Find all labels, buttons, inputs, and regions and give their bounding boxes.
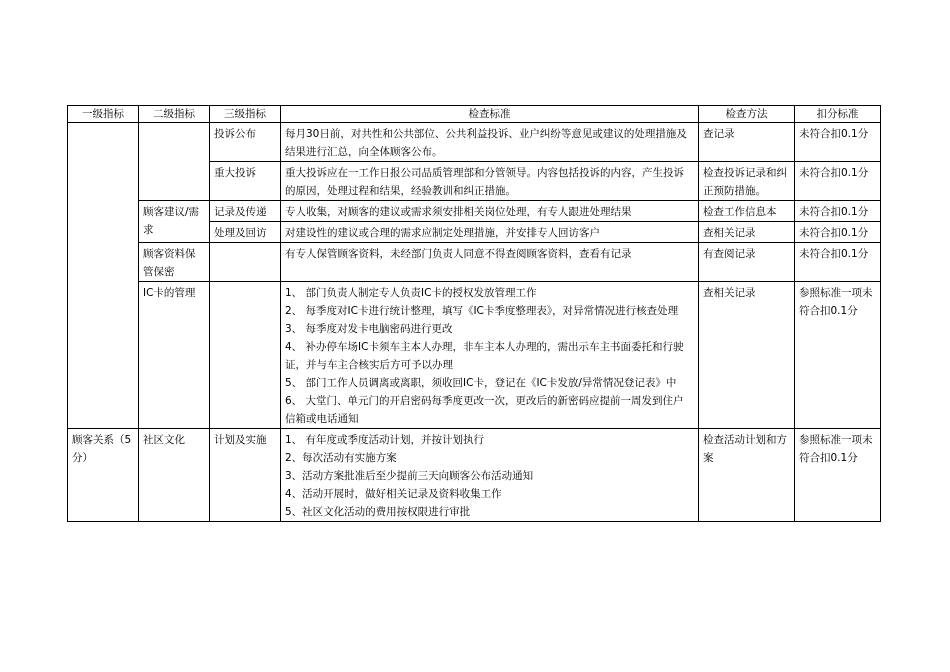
standard-cell — [281, 282, 699, 429]
level3-cell: 记录及传递 — [210, 201, 281, 222]
method-cell: 检查活动计划和方案 — [699, 429, 795, 522]
method-cell: 查相关记录 — [699, 222, 795, 243]
header-method: 检查方法 — [699, 106, 795, 123]
level2-cell: 顾客资料保管保密 — [139, 243, 210, 282]
method-cell: 检查工作信息本 — [699, 201, 795, 222]
header-level1: 一级指标 — [68, 106, 139, 123]
level2-cell — [139, 123, 210, 201]
standard-cell — [281, 429, 699, 522]
level2-cell: IC卡的管理 — [139, 282, 210, 429]
deduction-cell: 未符合扣0.1分 — [795, 162, 881, 201]
deduction-cell: 未符合扣0.1分 — [795, 222, 881, 243]
table-row — [68, 201, 881, 222]
method-cell: 有查阅记录 — [699, 243, 795, 282]
level3-cell: 重大投诉 — [210, 162, 281, 201]
inspection-standard-table — [67, 105, 881, 522]
table-row — [68, 282, 881, 429]
header-level2: 二级指标 — [139, 106, 210, 123]
level3-cell: 处理及回访 — [210, 222, 281, 243]
level1-cell — [68, 123, 139, 429]
deduction-cell: 未符合扣0.1分 — [795, 201, 881, 222]
header-level3: 三级指标 — [210, 106, 281, 123]
level3-cell — [210, 282, 281, 429]
level3-cell: 计划及实施 — [210, 429, 281, 522]
standard-cell: 每月30日前，对共性和公共部位、公共利益投诉、业户纠纷等意见或建议的处理措施及结果进行汇总，向全体顾客公布。 — [281, 123, 699, 162]
list-item: 5、社区文化活动的费用按权限进行审批 — [285, 506, 471, 518]
header-standard: 检查标准 — [281, 106, 699, 123]
deduction-cell: 参照标准一项未符合扣0.1分 — [795, 429, 881, 522]
deduction-cell: 未符合扣0.1分 — [795, 123, 881, 162]
list-item: 5、 部门工作人员调离或离职，须收回IC卡，登记在《IC卡发放/异常情况登记表》中 — [285, 377, 677, 389]
method-cell: 检查投诉记录和纠正预防措施。 — [699, 162, 795, 201]
table-row — [68, 243, 881, 282]
list-item: 2、 每季度对IC卡进行统计整理，填写《IC卡季度整理表》，对异常情况进行核查处理 — [285, 305, 679, 317]
standard-cell: 重大投诉应在一工作日报公司品质管理部和分管领导。内容包括投诉的内容，产生投诉的原因，处理过程和结果，经验教训和纠正措施。 — [281, 162, 699, 201]
method-cell: 查记录 — [699, 123, 795, 162]
table-row — [68, 123, 881, 162]
ic-card-standard-list — [285, 284, 694, 428]
list-item: 3、 每季度对发卡电脑密码进行更改 — [285, 323, 453, 335]
level2-cell: 顾客建议/需求 — [139, 201, 210, 243]
level3-cell: 投诉公布 — [210, 123, 281, 162]
list-item: 1、 有年度或季度活动计划，并按计划执行 — [285, 434, 485, 446]
list-item: 4、活动开展时，做好相关记录及资料收集工作 — [285, 488, 502, 500]
list-item: 4、 补办停车场IC卡须车主本人办理，非车主本人办理的，需出示车主书面委托和行驶证，并与车主合核实后方可予以办理 — [285, 341, 684, 371]
level1-cell: 顾客关系（5分） — [68, 429, 139, 522]
list-item: 6、 大堂门、单元门的开启密码每季度更改一次，更改后的新密码应提前一周发到住户信箱或电话通知 — [285, 395, 684, 425]
deduction-cell: 未符合扣0.1分 — [795, 243, 881, 282]
list-item: 3、活动方案批准后至少提前三天向顾客公布活动通知 — [285, 470, 534, 482]
list-item: 1、 部门负责人制定专人负责IC卡的授权发放管理工作 — [285, 287, 537, 299]
standard-cell: 有专人保管顾客资料，未经部门负责人同意不得查阅顾客资料，查看有记录 — [281, 243, 699, 282]
header-deduction: 扣分标准 — [795, 106, 881, 123]
community-culture-standard-list — [285, 431, 694, 521]
level2-cell: 社区文化 — [139, 429, 210, 522]
list-item: 2、每次活动有实施方案 — [285, 452, 397, 464]
table-row — [68, 429, 881, 522]
standard-cell: 对建设性的建议或合理的需求应制定处理措施，并安排专人回访客户 — [281, 222, 699, 243]
standard-cell: 专人收集，对顾客的建议或需求须安排相关岗位处理，有专人跟进处理结果 — [281, 201, 699, 222]
deduction-cell: 参照标准一项未符合扣0.1分 — [795, 282, 881, 429]
level3-cell — [210, 243, 281, 282]
method-cell: 查相关记录 — [699, 282, 795, 429]
header-row — [68, 106, 881, 123]
